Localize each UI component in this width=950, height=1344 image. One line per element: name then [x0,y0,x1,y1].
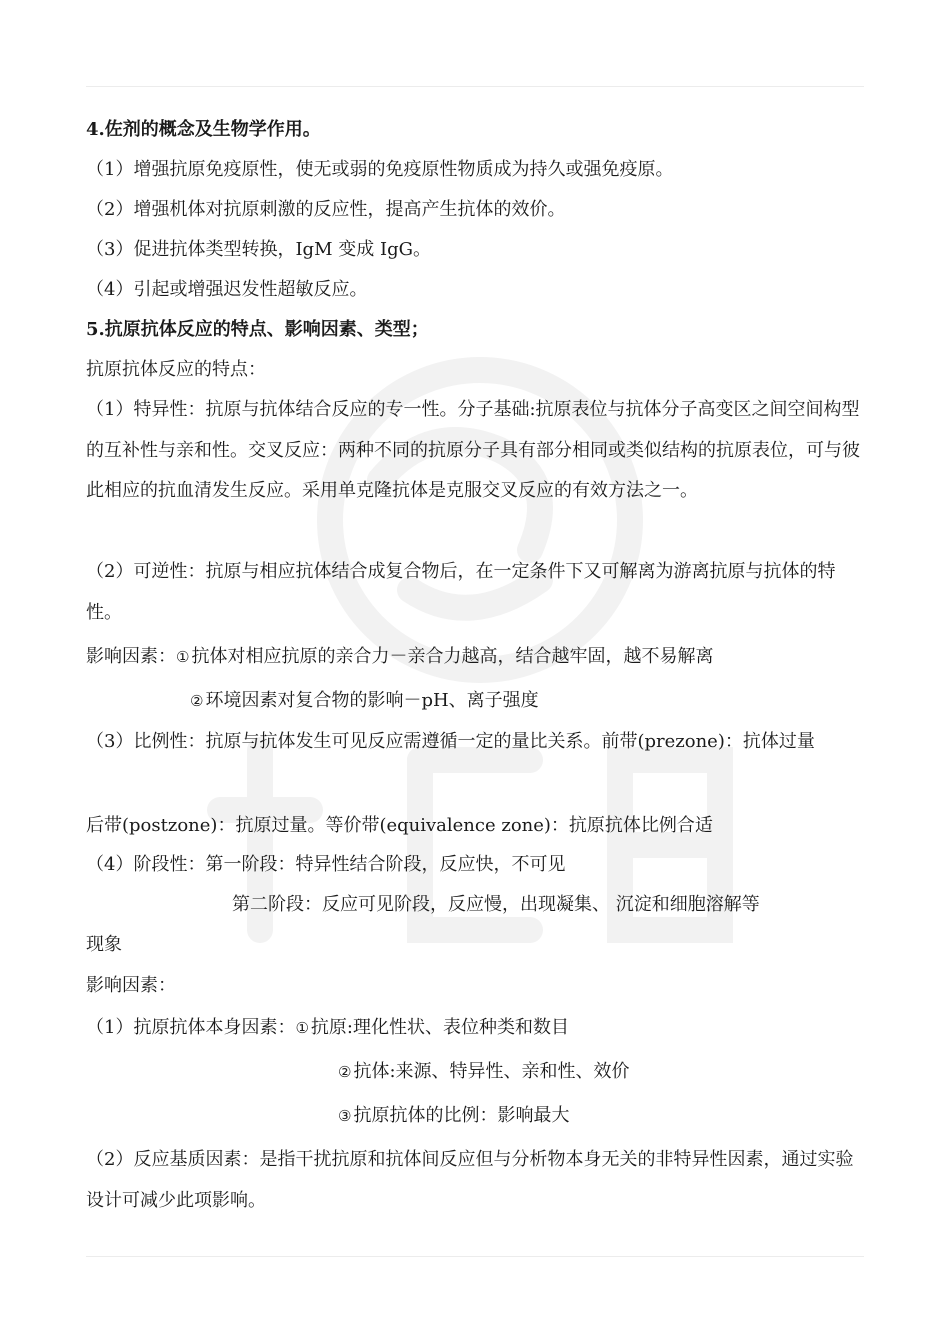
feature-stage-2: 第二阶段：反应可见阶段，反应慢，出现凝集、 沉淀和细胞溶解等 [232,894,760,915]
heading-reaction: 5.抗原抗体反应的特点、影响因素、类型； [86,319,429,340]
factor-1-antigen: 抗原:理化性状、表位种类和数目 [310,1017,569,1038]
top-divider [86,86,864,87]
feature-specificity: （1）特异性：抗原与抗体结合反应的专一性。分子基础:抗原表位与抗体分子高变区之间空间构型的互补性与亲和性。交叉反应：两种不同的抗原分子具有部分相同或类似结构的抗原表位，可与彼此相应的抗血清发生反应。采用单克隆抗体是克服交叉反应的有效方法之一。 [86,399,860,501]
factor-2-matrix: （2）反应基质因素：是指干扰抗原和抗体间反应但与分析物本身无关的非特异性因素，通过实验设计可减少此项影响。 [86,1149,854,1211]
circled-number-1: ① [176,648,190,666]
feature-reversibility: （2）可逆性：抗原与相应抗体结合成复合物后，在一定条件下又可解离为游离抗原与抗体的特性。 [86,561,836,623]
factor-1-label: （1）抗原抗体本身因素： [86,1017,296,1038]
circled-number-1b: ① [295,1019,309,1037]
bottom-divider [86,1256,864,1257]
heading-adjuvant: 4.佐剂的概念及生物学作用。 [86,119,321,140]
influence-affinity: 抗体对相应抗原的亲合力－亲合力越高，结合越牢固，越不易解离 [191,646,714,667]
factor-1-antibody-line [338,1060,630,1084]
influence-label: 影响因素： [86,646,176,667]
factor-1-ratio: 抗原抗体的比例：影响最大 [353,1105,570,1126]
factor-1-antibody: 抗体:来源、特异性、亲和性、效价 [353,1061,630,1082]
factor-1-line [86,1016,569,1040]
factors-title: 影响因素： [86,975,176,996]
influence-line-1 [86,645,713,669]
feature-stage-2-cont: 现象 [86,934,122,955]
adjuvant-item-3: （3）促进抗体类型转换，IgM 变成 IgG。 [86,239,431,260]
circled-number-2: ② [190,692,204,710]
circled-number-3: ③ [338,1107,352,1125]
feature-proportionality-zones: 后带(postzone)：抗原过量。等价带(equivalence zone)：抗原抗体比例合适 [86,815,713,836]
adjuvant-item-4: （4）引起或增强迟发性超敏反应。 [86,279,368,300]
influence-environment: 环境因素对复合物的影响－pH、离子强度 [205,690,539,711]
factor-1-ratio-line [338,1104,569,1128]
influence-line-2 [190,689,539,713]
adjuvant-item-2: （2）增强机体对抗原刺激的反应性，提高产生抗体的效价。 [86,199,566,220]
feature-stage-1: （4）阶段性：第一阶段：特异性结合阶段，反应快，不可见 [86,854,566,875]
circled-number-2b: ② [338,1063,352,1081]
adjuvant-item-1: （1）增强抗原免疫原性，使无或弱的免疫原性物质成为持久或强免疫原。 [86,159,674,180]
feature-proportionality: （3）比例性：抗原与抗体发生可见反应需遵循一定的量比关系。前带(prezone)：抗体过量 [86,731,815,752]
features-title: 抗原抗体反应的特点： [86,359,266,380]
